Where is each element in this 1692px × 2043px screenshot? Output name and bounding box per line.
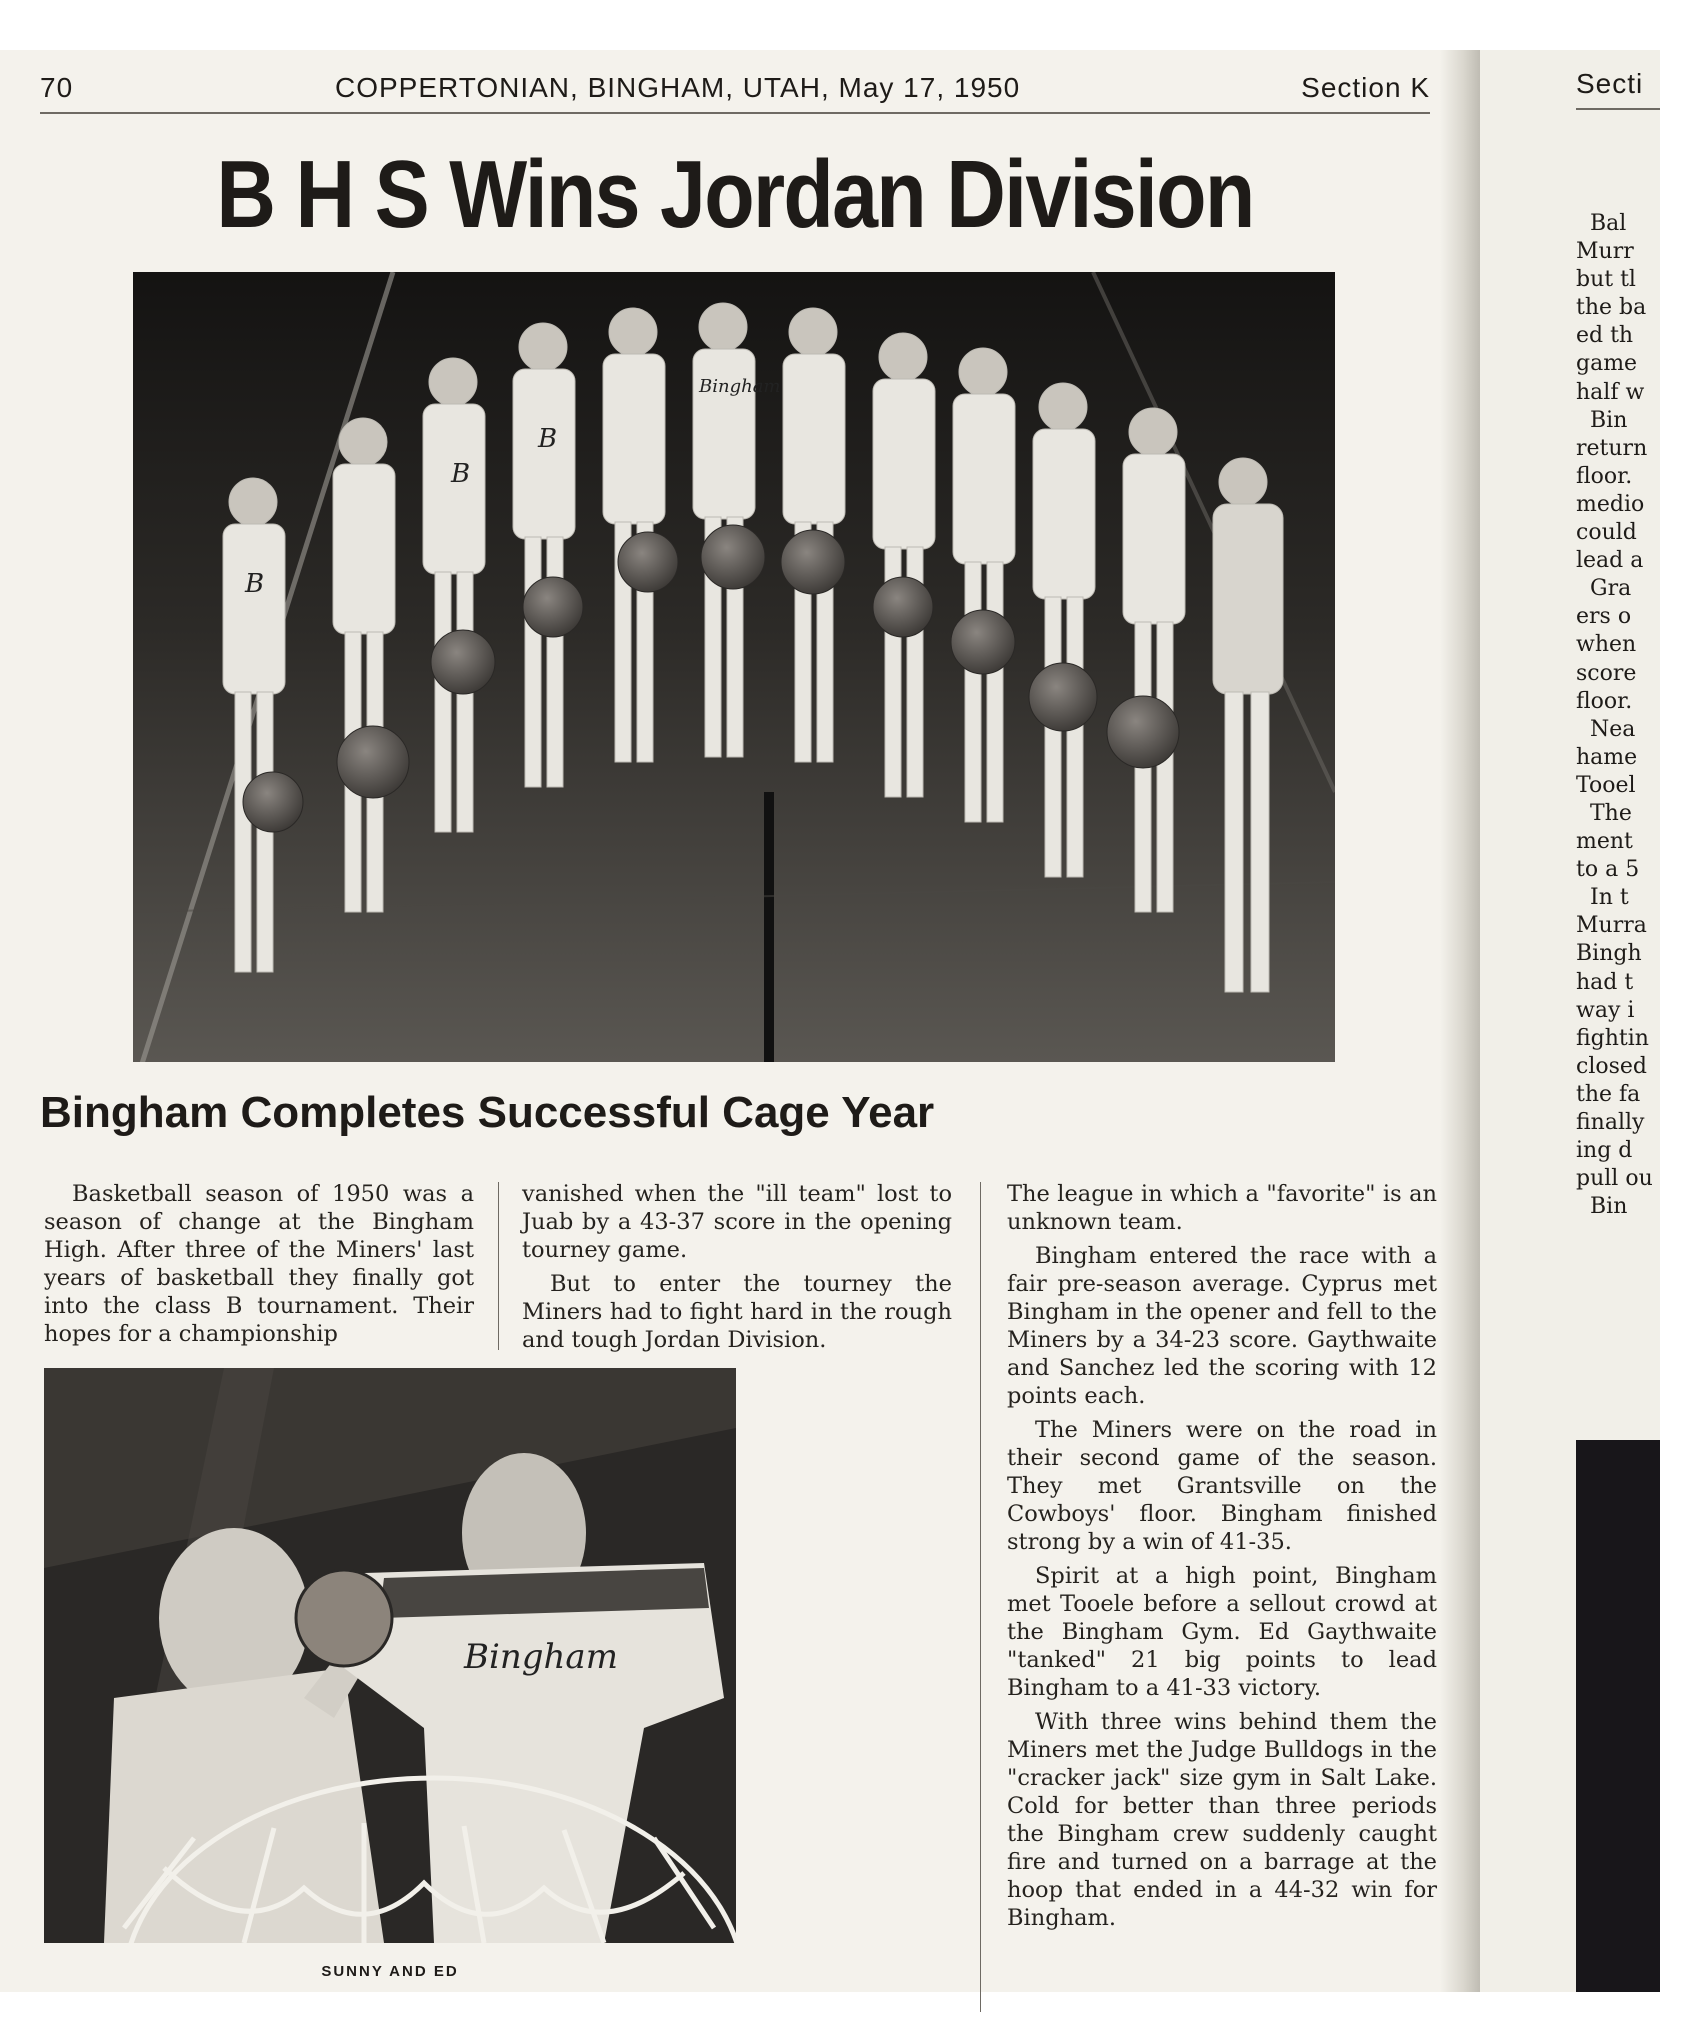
text-fragment: ing d [1576, 1138, 1633, 1164]
jersey-letter-3: B [538, 424, 558, 454]
text-fragment: floor. [1576, 688, 1633, 714]
paragraph: Spirit at a high point, Bingham met Tooele before a sellout crowd at the Bingham Gym. Ed Gaythwaite "tanked" 21 big points to lead Bingham to a 41-33 victory. [1007, 1563, 1437, 1701]
text-fragment: ment [1576, 829, 1633, 855]
coach-photo [44, 1368, 736, 1943]
next-page-text [1576, 210, 1660, 1221]
paragraph: vanished when the "ill team" lost to Juab by a 43-37 score in the opening tourney game. [522, 1181, 952, 1263]
next-page-photo [1576, 1440, 1660, 1992]
text-fragment: Nea [1590, 716, 1636, 742]
text-fragment: when [1576, 632, 1637, 658]
paragraph: The Miners were on the road in their second game of the season. They met Grantsville on the Cowboys' floor. Bingham finished strong by a win of 41-35. [1007, 1417, 1437, 1555]
jersey-script: Bingham [699, 376, 781, 397]
text-fragment: Bingh [1576, 941, 1642, 967]
text-fragment: Bin [1590, 1194, 1628, 1220]
text-fragment: half w [1576, 379, 1645, 405]
text-fragment: ers o [1576, 604, 1632, 630]
paragraph: The league in which a "favorite" is an unknown team. [1007, 1181, 1437, 1235]
headline: B H S Wins Jordan Division [216, 141, 1254, 248]
text-fragment: way i [1576, 997, 1635, 1023]
jersey-letter-1: B [245, 569, 265, 599]
paragraph: Bingham entered the race with a fair pre-season average. Cyprus met Bingham in the opener and fell to the Miners by a 34-23 score. Gaythwaite and Sanchez led the scoring with 12 points each. [1007, 1243, 1437, 1409]
next-page-edge [1480, 50, 1660, 1992]
text-fragment: Murra [1576, 913, 1647, 939]
text-fragment: pull ou [1576, 1166, 1653, 1192]
text-fragment: closed [1576, 1053, 1647, 1079]
paragraph: Basketball season of 1950 was a season of change at the Bingham High. After three of the Miners' last years of basketball they finally got into the class B tournament. Their hopes for a championship [44, 1181, 474, 1347]
text-fragment: The [1590, 800, 1632, 826]
text-fragment: floor. [1576, 463, 1633, 489]
text-fragment: Tooel [1576, 772, 1636, 798]
section-label: Section K [1301, 72, 1430, 103]
page-header [40, 68, 1430, 114]
page-gutter [1440, 50, 1480, 1992]
photo-caption: SUNNY AND ED [321, 1963, 459, 1980]
publication-line: COPPERTONIAN, BINGHAM, UTAH, May 17, 1950 [335, 72, 1021, 103]
text-fragment: game [1576, 351, 1638, 377]
next-page-rule [1576, 108, 1660, 110]
text-fragment: ed th [1576, 323, 1634, 349]
team-photo [133, 272, 1335, 1062]
text-fragment: Bin [1590, 407, 1628, 433]
paragraph: But to enter the tourney the Miners had to fight hard in the rough and tough Jordan Division. [522, 1271, 952, 1353]
text-fragment: the ba [1576, 295, 1647, 321]
jersey-letter-2: B [451, 459, 471, 489]
text-fragment: lead a [1576, 548, 1644, 574]
article-column-1 [44, 1180, 474, 1354]
article-subhead: Bingham Completes Successful Cage Year [40, 1088, 935, 1137]
text-fragment: hame [1576, 744, 1638, 770]
text-fragment: return [1576, 435, 1648, 461]
text-fragment: had t [1576, 969, 1634, 995]
article-column-3 [1007, 1180, 1437, 1938]
text-fragment: score [1576, 660, 1637, 686]
text-fragment: Murr [1576, 239, 1634, 265]
paragraph: With three wins behind them the Miners met the Judge Bulldogs in the "cracker jack" size gym in Salt Lake. Cold for better than three periods the Bingham crew suddenly caught fire and turned on a barrage at the hoop that ended in a 44-32 win for Bingham. [1007, 1709, 1437, 1931]
text-fragment: finally [1576, 1110, 1645, 1135]
column-divider [980, 1182, 981, 2012]
text-fragment: to a 5 [1576, 857, 1640, 883]
text-fragment: medio [1576, 491, 1645, 517]
text-fragment: but tl [1576, 267, 1636, 293]
player-jersey-script: Bingham [464, 1637, 618, 1677]
next-page-header: Secti [1576, 68, 1644, 99]
column-divider [498, 1182, 499, 1350]
text-fragment: could [1576, 520, 1637, 546]
text-fragment: Bal [1590, 211, 1627, 236]
text-fragment: In t [1590, 885, 1629, 911]
basketball [296, 1570, 392, 1666]
text-fragment: fightin [1576, 1025, 1649, 1051]
text-fragment: Gra [1590, 576, 1632, 602]
article-column-2 [522, 1180, 952, 1360]
text-fragment: the fa [1576, 1081, 1641, 1107]
page-number: 70 [40, 72, 74, 103]
